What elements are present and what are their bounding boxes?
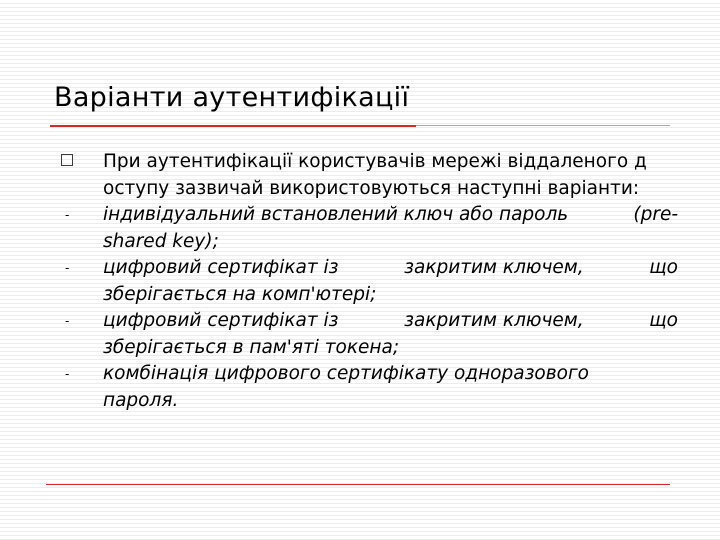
option-item-combination [0,361,720,414]
option-line-1 [103,255,678,282]
option-line-2: shared key); [103,230,219,252]
option-line-1 [103,202,678,229]
option-line-1-mid: закритим ключем, [404,257,584,278]
hollow-square-bullet-icon [61,154,73,166]
option-line-1-right: (pre- [633,204,678,225]
option-line-2: зберігається в пам'яті токена; [103,336,400,358]
title-underline-gray [416,125,670,126]
title-underline-red [50,125,416,127]
dash-marker: - [65,261,70,275]
dash-marker: - [65,208,70,222]
option-line-1-mid: закритим ключем, [404,310,584,331]
option-item-certificate-computer [0,255,720,308]
option-item-certificate-token [0,308,720,361]
intro-line-1: При аутентифікації користувачів мережі віддаленого д [103,151,647,172]
option-text [103,361,589,414]
option-line-1-right: що [649,257,678,278]
option-line-1-right: що [649,310,678,331]
footer-rule [46,484,670,485]
option-text [103,255,678,308]
option-line-2: зберігається на комп'ютері; [103,283,377,305]
dash-marker: - [65,314,70,328]
option-text [103,202,678,255]
option-line-1: комбінація цифрового сертифікату одноразового [103,363,589,384]
option-line-1-left: індивідуальний встановлений ключ або пароль [103,204,569,225]
slide-body [0,149,720,414]
option-line-1 [103,308,678,335]
dash-marker: - [65,367,70,381]
intro-text [103,149,647,202]
option-text [103,308,678,361]
slide-title: Варіанти аутентифікації [54,82,410,113]
intro-bullet [0,149,720,202]
option-line-2: пароля. [103,389,179,411]
option-item-preshared-key [0,202,720,255]
option-line-1-left: цифровий сертифікат із [103,257,339,278]
option-line-1-left: цифровий сертифікат із [103,310,339,331]
intro-line-2: оступу зазвичай використовуються наступні варіанти: [103,177,640,199]
